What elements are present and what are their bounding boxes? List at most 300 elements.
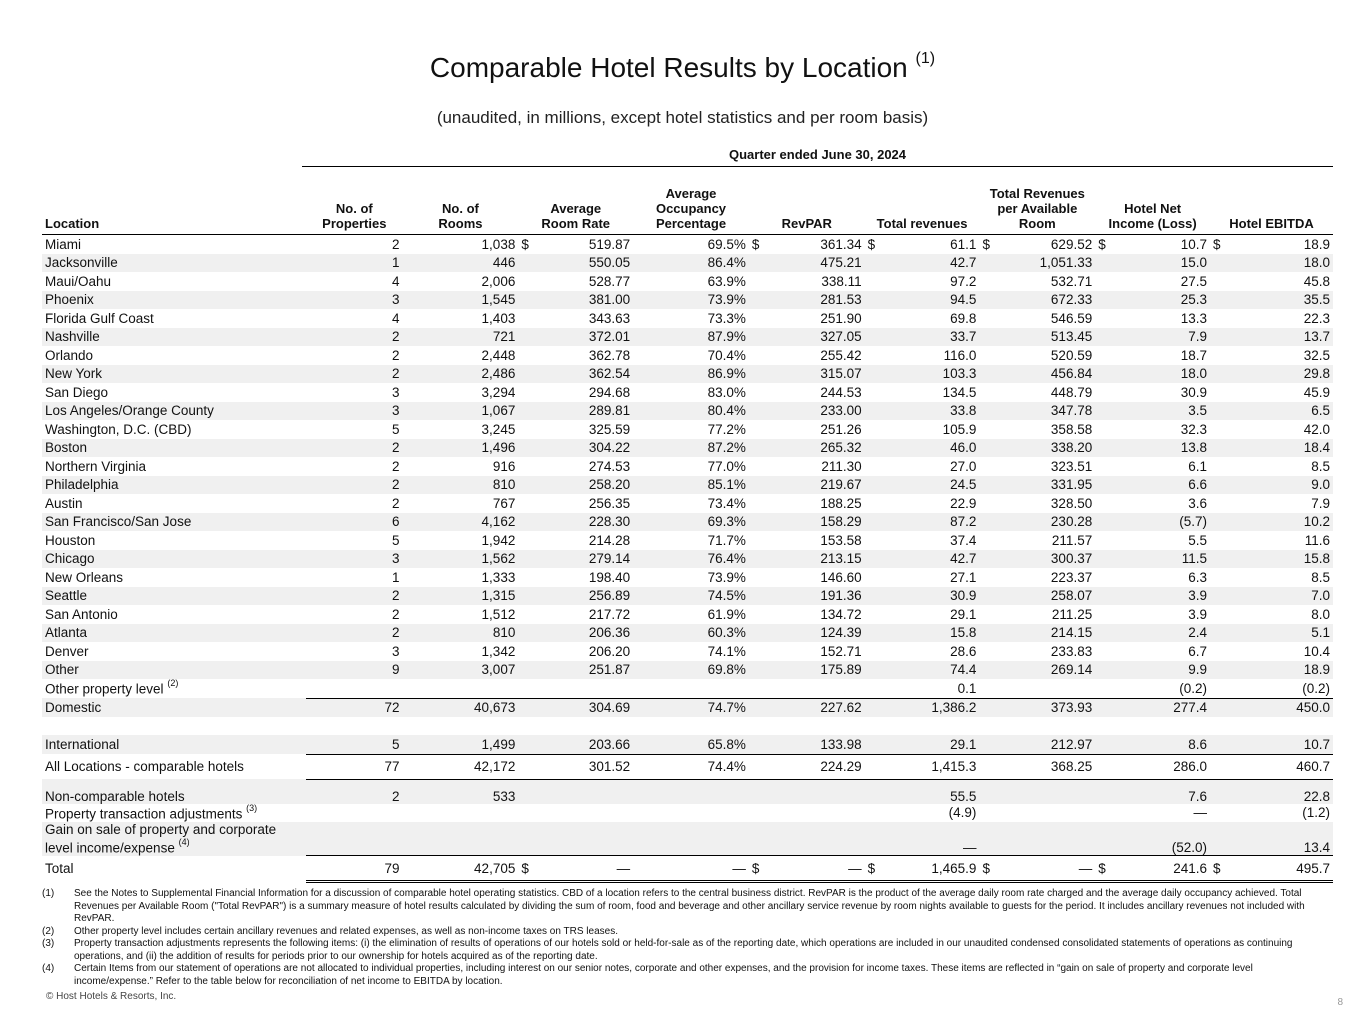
cell-rooms — [403, 309, 519, 328]
cell-value: 227.62 — [820, 700, 862, 716]
cell-value: 2 — [392, 440, 400, 456]
cell-location — [42, 457, 306, 476]
cell-value: 70.4% — [707, 347, 746, 363]
cell-value: 73.9% — [707, 292, 746, 308]
cell-trevpar — [979, 822, 1095, 856]
cell-location — [42, 494, 306, 513]
cell-value: (4.9) — [948, 805, 977, 821]
cell-trevpar — [979, 494, 1095, 513]
cell-value: 3 — [392, 643, 400, 659]
footnote-ref: (3) — [246, 802, 258, 813]
cell-value: 5.1 — [1311, 625, 1330, 641]
cell-ebitda — [1210, 754, 1333, 779]
location-label: Philadelphia — [45, 477, 119, 493]
cell-value: 30.9 — [950, 588, 977, 604]
cell-value: 533 — [492, 788, 516, 804]
cell-value: — — [848, 860, 862, 876]
cell-value: 460.7 — [1296, 759, 1330, 774]
cell-value: 13.7 — [1303, 329, 1330, 345]
cell-ebitda — [1210, 568, 1333, 587]
cell-ni — [1095, 735, 1210, 754]
cell-value: 69.3% — [707, 514, 746, 530]
cell-value: 45.8 — [1303, 273, 1330, 289]
cell-rate — [518, 272, 633, 291]
cell-value: 73.4% — [707, 495, 746, 511]
cell-trevpar — [979, 291, 1095, 310]
cell-rooms — [403, 402, 519, 421]
cell-value: 294.68 — [588, 384, 631, 400]
currency-sign: $ — [751, 236, 760, 252]
cell-location — [42, 804, 306, 823]
cell-ni — [1095, 272, 1210, 291]
header-total-revenues — [865, 186, 980, 235]
cell-value: 158.29 — [820, 514, 862, 530]
cell-rooms — [403, 439, 519, 458]
cell-rate — [518, 856, 633, 882]
cell-value: 37.4 — [950, 532, 977, 548]
cell-value: 446 — [492, 255, 516, 271]
cell-trevpar — [979, 346, 1095, 365]
cell-rate — [518, 679, 633, 698]
cell-occ — [633, 568, 749, 587]
cell-value: — — [962, 840, 977, 855]
cell-value: 8.5 — [1311, 569, 1330, 585]
cell-value: 325.59 — [588, 421, 631, 437]
cell-props — [306, 605, 402, 624]
cell-value: 304.69 — [588, 700, 631, 716]
cell-value: 65.8% — [707, 736, 746, 752]
cell-value: 61.1 — [950, 236, 977, 252]
cell-rate — [518, 346, 633, 365]
header-line: Average — [550, 201, 602, 216]
cell-revpar — [749, 568, 865, 587]
cell-revpar — [749, 420, 865, 439]
cell-value: 116.0 — [943, 347, 977, 363]
cell-ni — [1095, 291, 1210, 310]
location-label: Seattle — [45, 588, 88, 604]
table-row — [42, 309, 1333, 328]
spacer-row — [42, 717, 1333, 735]
cell-ni — [1095, 642, 1210, 661]
cell-value: 146.60 — [820, 569, 862, 585]
cell-value: (5.7) — [1179, 514, 1207, 530]
cell-value: 18.9 — [1303, 236, 1330, 252]
cell-value: 22.3 — [1303, 310, 1330, 326]
currency-sign: $ — [1212, 860, 1221, 876]
cell-ni — [1095, 587, 1210, 606]
cell-trevpar — [979, 328, 1095, 347]
cell-value: 224.29 — [820, 759, 862, 774]
cell-value: 13.8 — [1180, 440, 1207, 456]
cell-ebitda — [1210, 476, 1333, 495]
cell-occ — [633, 439, 749, 458]
cell-rate — [518, 642, 633, 661]
cell-rate — [518, 254, 633, 273]
cell-location — [42, 439, 306, 458]
header-occupancy — [633, 186, 749, 235]
cell-value: 86.4% — [707, 255, 746, 271]
currency-sign: $ — [982, 860, 990, 876]
cell-value: 133.98 — [820, 736, 862, 752]
cell-rooms — [403, 779, 519, 804]
cell-rev — [865, 804, 980, 823]
cell-value: 33.8 — [950, 403, 977, 419]
cell-value: 2 — [392, 495, 400, 511]
cell-value: 8.5 — [1311, 458, 1330, 474]
cell-revpar — [749, 661, 865, 680]
cell-revpar — [749, 624, 865, 643]
cell-revpar — [749, 291, 865, 310]
cell-rooms — [403, 531, 519, 550]
cell-value: 203.66 — [588, 736, 631, 752]
cell-props — [306, 661, 402, 680]
cell-value: 74.7% — [707, 700, 746, 716]
table-row — [42, 587, 1333, 606]
cell-props — [306, 856, 402, 882]
cell-rev — [865, 291, 980, 310]
cell-rev — [865, 735, 980, 754]
location-label-line1: Gain on sale of property and corporate — [45, 822, 277, 837]
cell-props — [306, 679, 402, 698]
cell-value: 2 — [392, 588, 400, 604]
cell-value: 1,512 — [481, 606, 516, 622]
cell-rooms — [403, 679, 519, 698]
cell-value: (0.2) — [1302, 680, 1330, 696]
cell-value: 8.0 — [1311, 606, 1330, 622]
header-line: Percentage — [655, 216, 727, 231]
cell-value: 61.9% — [707, 606, 746, 622]
all-locations-row — [42, 754, 1333, 779]
cell-occ — [633, 328, 749, 347]
header-line: Occupancy — [655, 201, 727, 216]
location-label: Total — [45, 861, 74, 876]
cell-value: 9.0 — [1311, 477, 1330, 493]
cell-revpar — [749, 550, 865, 569]
cell-trevpar — [979, 679, 1095, 698]
cell-value: 87.9% — [707, 329, 746, 345]
cell-rate — [518, 698, 633, 717]
cell-value: 2 — [392, 788, 400, 804]
table-row — [42, 550, 1333, 569]
cell-ebitda — [1210, 309, 1333, 328]
cell-rate — [518, 568, 633, 587]
cell-rev — [865, 661, 980, 680]
cell-rooms — [403, 494, 519, 513]
cell-value: 362.78 — [588, 347, 631, 363]
cell-value: 4,162 — [481, 514, 516, 530]
cell-value: 532.71 — [1050, 273, 1093, 289]
cell-trevpar — [979, 439, 1095, 458]
cell-value: 7.9 — [1311, 495, 1330, 511]
cell-value: 1,499 — [481, 736, 516, 752]
cell-location — [42, 272, 306, 291]
header-line: Income (Loss) — [1108, 216, 1197, 231]
cell-props — [306, 457, 402, 476]
table-row — [42, 272, 1333, 291]
table-row — [42, 661, 1333, 680]
cell-value: 672.33 — [1050, 292, 1093, 308]
cell-rate — [518, 235, 633, 254]
period-divider — [302, 166, 1333, 167]
cell-value: 1,067 — [481, 403, 516, 419]
cell-location — [42, 291, 306, 310]
page-subtitle: (unaudited, in millions, except hotel statistics and per room basis) — [436, 108, 929, 127]
cell-ebitda — [1210, 457, 1333, 476]
currency-sign: $ — [1098, 860, 1106, 876]
location-label: Maui/Oahu — [45, 273, 112, 289]
footnote-ref: (4) — [178, 837, 190, 847]
cell-props — [306, 568, 402, 587]
cell-value: 3,007 — [481, 662, 516, 678]
cell-value: 6.3 — [1188, 569, 1207, 585]
cell-value: 475.21 — [820, 255, 862, 271]
table-row — [42, 679, 1333, 698]
table-row — [42, 513, 1333, 532]
cell-ni — [1095, 346, 1210, 365]
cell-value: 241.6 — [1173, 860, 1207, 876]
cell-location — [42, 420, 306, 439]
currency-sign: $ — [751, 860, 760, 876]
cell-trevpar — [979, 309, 1095, 328]
cell-rev — [865, 605, 980, 624]
table-row — [42, 254, 1333, 273]
cell-trevpar — [979, 402, 1095, 421]
cell-ni — [1095, 254, 1210, 273]
cell-value: 810 — [492, 477, 516, 493]
cell-rooms — [403, 754, 519, 779]
cell-rate — [518, 476, 633, 495]
cell-rev — [865, 856, 980, 882]
cell-value: 2 — [392, 347, 400, 363]
cell-rate — [518, 513, 633, 532]
cell-value: 629.52 — [1050, 236, 1093, 252]
table-row — [42, 346, 1333, 365]
cell-rev — [865, 698, 980, 717]
cell-ebitda — [1210, 804, 1333, 823]
header-location: Location — [42, 186, 306, 235]
cell-ebitda — [1210, 383, 1333, 402]
cell-rooms — [403, 476, 519, 495]
cell-location — [42, 568, 306, 587]
header-line: RevPAR — [781, 216, 832, 231]
header-ebitda — [1210, 186, 1333, 235]
cell-location — [42, 365, 306, 384]
cell-props — [306, 587, 402, 606]
cell-value: 338.11 — [821, 273, 862, 289]
cell-ni — [1095, 531, 1210, 550]
cell-value: 281.53 — [820, 292, 862, 308]
cell-occ — [633, 779, 749, 804]
cell-value: 338.20 — [1050, 440, 1093, 456]
location-label: Jacksonville — [45, 255, 118, 271]
cell-trevpar — [979, 550, 1095, 569]
cell-value: 9.9 — [1188, 662, 1207, 678]
page-title-wrap — [0, 49, 1365, 84]
cell-trevpar — [979, 513, 1095, 532]
cell-value: 69.8% — [707, 662, 746, 678]
cell-value: 46.0 — [950, 440, 977, 456]
footnote-number: (2) — [42, 925, 55, 937]
cell-ebitda — [1210, 439, 1333, 458]
cell-rev — [865, 272, 980, 291]
cell-value: (1.2) — [1302, 805, 1330, 821]
cell-rooms — [403, 661, 519, 680]
cell-value: 87.2% — [707, 440, 746, 456]
footnote-item — [42, 963, 1322, 988]
cell-value: 301.52 — [588, 759, 631, 774]
cell-rev — [865, 531, 980, 550]
cell-value: 152.71 — [820, 643, 862, 659]
location-label: Phoenix — [45, 292, 94, 308]
cell-rooms — [403, 457, 519, 476]
cell-value: 32.5 — [1303, 347, 1330, 363]
cell-value: 2 — [392, 606, 400, 622]
cell-rev — [865, 439, 980, 458]
cell-ni — [1095, 235, 1210, 254]
currency-sign: $ — [521, 860, 529, 876]
cell-rate — [518, 309, 633, 328]
cell-rooms — [403, 587, 519, 606]
cell-value: 42.7 — [950, 551, 977, 567]
cell-value: 11.6 — [1304, 532, 1330, 548]
cell-value: 29.8 — [1303, 366, 1330, 382]
cell-value: 27.1 — [950, 569, 977, 585]
footnote-number: (4) — [42, 963, 55, 974]
footnote-ref: (2) — [167, 678, 179, 689]
cell-rooms — [403, 642, 519, 661]
cell-location — [42, 856, 306, 882]
cell-value: 7.6 — [1188, 788, 1207, 804]
cell-value: 304.22 — [588, 440, 631, 456]
cell-value: 289.81 — [588, 403, 631, 419]
cell-value: 22.9 — [950, 495, 977, 511]
cell-value: 368.25 — [1050, 759, 1093, 774]
cell-props — [306, 822, 402, 856]
cell-value: 546.59 — [1050, 310, 1093, 326]
cell-value: 3.5 — [1188, 403, 1207, 419]
cell-value: 198.40 — [588, 569, 631, 585]
cell-location — [42, 309, 306, 328]
header-line: Room — [1018, 216, 1056, 231]
cell-ni — [1095, 856, 1210, 882]
cell-value: 29.1 — [950, 606, 977, 622]
cell-revpar — [749, 346, 865, 365]
cell-rate — [518, 420, 633, 439]
cell-value: 916 — [492, 458, 516, 474]
cell-value: 286.0 — [1173, 759, 1207, 774]
cell-value: 15.8 — [1303, 551, 1330, 567]
cell-value: — — [1193, 805, 1207, 821]
cell-revpar — [749, 587, 865, 606]
cell-rooms — [403, 735, 519, 754]
cell-value: 25.3 — [1180, 292, 1207, 308]
cell-occ — [633, 642, 749, 661]
cell-props — [306, 309, 402, 328]
cell-value: 331.95 — [1050, 477, 1093, 493]
cell-value: 767 — [492, 495, 516, 511]
cell-value: 71.7% — [707, 532, 746, 548]
cell-rate — [518, 439, 633, 458]
table-row — [42, 291, 1333, 310]
cell-value: 1,545 — [481, 292, 516, 308]
cell-value: 230.28 — [1050, 514, 1093, 530]
header-rooms — [403, 186, 519, 235]
table-row — [42, 457, 1333, 476]
table-row — [42, 402, 1333, 421]
cell-rate — [518, 457, 633, 476]
header-properties — [306, 186, 402, 235]
cell-value: 244.53 — [820, 384, 862, 400]
cell-rooms — [403, 568, 519, 587]
cell-value: 1,386.2 — [931, 700, 977, 716]
cell-value: 32.3 — [1180, 421, 1207, 437]
cell-ebitda — [1210, 698, 1333, 717]
cell-revpar — [749, 735, 865, 754]
footnote-text: Other property level includes certain ancillary revenues and related expenses, as well as non-income taxes on TRS leases. — [74, 925, 618, 937]
cell-value: 2 — [392, 236, 400, 252]
location-label: New Orleans — [45, 569, 124, 585]
cell-ni — [1095, 383, 1210, 402]
cell-ebitda — [1210, 272, 1333, 291]
cell-value: 13.3 — [1180, 310, 1207, 326]
cell-value: 327.05 — [820, 329, 862, 345]
cell-value: 1,942 — [481, 532, 516, 548]
cell-occ — [633, 735, 749, 754]
cell-ebitda — [1210, 661, 1333, 680]
cell-revpar — [749, 679, 865, 698]
cell-rev — [865, 309, 980, 328]
cell-value: 83.0% — [707, 384, 746, 400]
cell-revpar — [749, 494, 865, 513]
cell-ebitda — [1210, 254, 1333, 273]
cell-value: 495.7 — [1296, 860, 1330, 876]
cell-value: 11.5 — [1181, 551, 1207, 567]
cell-trevpar — [979, 754, 1095, 779]
cell-ebitda — [1210, 328, 1333, 347]
cell-rev — [865, 235, 980, 254]
header-room-rate — [518, 186, 633, 235]
cell-value: 323.51 — [1050, 458, 1093, 474]
cell-revpar — [749, 309, 865, 328]
cell-rev — [865, 346, 980, 365]
cell-value: 22.8 — [1303, 788, 1330, 804]
cell-value: 10.7 — [1180, 236, 1207, 252]
cell-value: 8.6 — [1188, 736, 1207, 752]
cell-value: 77.0% — [707, 458, 746, 474]
cell-occ — [633, 822, 749, 856]
cell-value: 265.32 — [820, 440, 862, 456]
header-line: Total revenues — [876, 216, 968, 231]
cell-value: 721 — [492, 329, 516, 345]
cell-value: 191.36 — [820, 588, 862, 604]
cell-location — [42, 550, 306, 569]
footnotes — [42, 888, 1322, 988]
cell-rate — [518, 661, 633, 680]
cell-rooms — [403, 605, 519, 624]
cell-occ — [633, 624, 749, 643]
cell-trevpar — [979, 735, 1095, 754]
cell-value: 103.3 — [942, 366, 977, 382]
cell-trevpar — [979, 605, 1095, 624]
cell-value: 217.72 — [588, 606, 631, 622]
cell-value: 15.8 — [950, 625, 977, 641]
cell-trevpar — [979, 779, 1095, 804]
cell-value: 6.7 — [1188, 643, 1207, 659]
cell-value: 94.5 — [950, 292, 977, 308]
cell-ni — [1095, 679, 1210, 698]
cell-value: 347.78 — [1050, 403, 1093, 419]
table-row — [42, 420, 1333, 439]
